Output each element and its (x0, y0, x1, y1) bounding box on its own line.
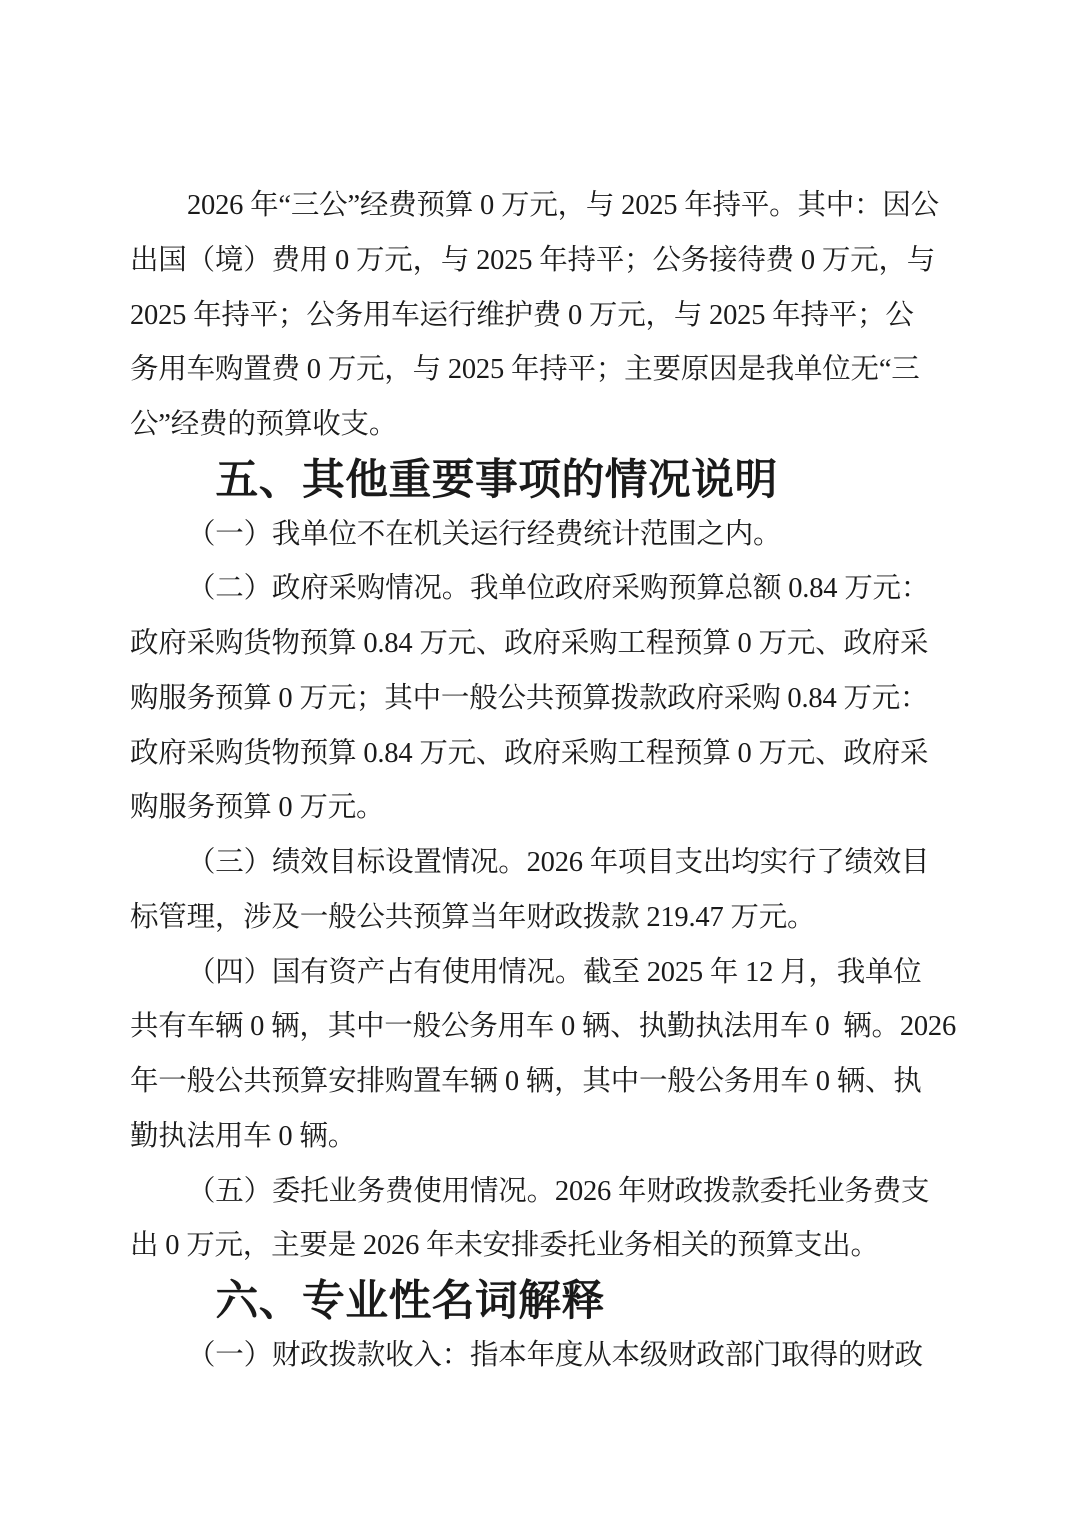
text-line: 务用车购置费 0 万元，与 2025 年持平；主要原因是我单位无“三 (130, 354, 920, 386)
text-line: 政府采购货物预算 0.84 万元、政府采购工程预算 0 万元、政府采 (130, 628, 929, 659)
text-line: 2026 年“三公”经费预算 0 万元，与 2025 年持平。其中：因公 (187, 190, 939, 221)
section-heading-5: 五、其他重要事项的情况说明 (215, 455, 778, 504)
text-line: 勤执法用车 0 辆。 (130, 1120, 357, 1152)
text-line: 购服务预算 0 万元。 (130, 792, 385, 824)
text-line: 政府采购货物预算 0.84 万元、政府采购工程预算 0 万元、政府采 (130, 737, 929, 769)
section-heading-6: 六、专业性名词解释 (215, 1277, 605, 1325)
text-line: 公”经费的预算收支。 (130, 409, 398, 440)
text-line: （三）绩效目标设置情况。2026 年项目支出均实行了绩效目 (187, 847, 930, 878)
text-line: 购服务预算 0 万元；其中一般公共预算拨款政府采购 0.84 万元： (130, 682, 929, 714)
text-line: 标管理，涉及一般公共预算当年财政拨款 219.47 万元。 (130, 901, 816, 933)
text-line: （二）政府采购情况。我单位政府采购预算总额 0.84 万元： (187, 573, 930, 605)
document-body (130, 179, 957, 1384)
text-line: （一）我单位不在机关运行经费统计范围之内。 (187, 518, 782, 550)
text-line: （五）委托业务费使用情况。2026 年财政拨款委托业务费支 (187, 1175, 930, 1207)
text-line: （四）国有资产占有使用情况。截至 2025 年 12 月，我单位 (187, 956, 922, 988)
text-line: 出 0 万元，主要是 2026 年未安排委托业务相关的预算支出。 (130, 1230, 879, 1262)
text-line: 共有车辆 0 辆，其中一般公务用车 0 辆、执勤执法用车 0 辆。2026 (130, 1011, 957, 1043)
text-line: 年一般公共预算安排购置车辆 0 辆，其中一般公务用车 0 辆、执 (130, 1066, 922, 1097)
text-line: （一）财政拨款收入：指本年度从本级财政部门取得的财政 (187, 1339, 923, 1371)
text-line: 出国（境）费用 0 万元，与 2025 年持平；公务接待费 0 万元，与 (130, 244, 936, 276)
text-line: 2025 年持平；公务用车运行维护费 0 万元，与 2025 年持平；公 (130, 299, 914, 331)
